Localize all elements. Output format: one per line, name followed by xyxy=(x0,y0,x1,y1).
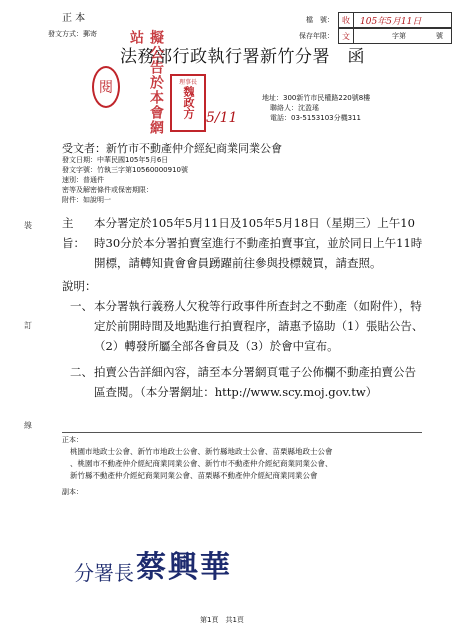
divider xyxy=(62,432,422,433)
read-stamp-text: 閱 xyxy=(99,80,113,96)
director-label: 理事長 xyxy=(178,79,197,86)
attachment: 附件：如說明一 xyxy=(62,196,111,204)
send-number: 發文字號：竹執三字第10560000910號 xyxy=(62,166,188,174)
secrecy: 密等及解密條件或保密期限： xyxy=(62,186,153,194)
page-footer: 第1頁 共1頁 xyxy=(200,616,244,624)
cc-list xyxy=(70,446,430,482)
cc-line: 、桃園市不動產仲介經紀商業同業公會、新竹市不動產仲介經紀商業同業公會、 xyxy=(70,459,333,468)
subject-text: 本分署定於105年5月11日及105年5月18日（星期三）上午10時30分於本分署拍賣室進行不動產拍賣事宜，並於同日上午11時開標，請轉知貴會會員踴躍前往參與投標競買，請查照。 xyxy=(94,216,423,270)
doc-word: 字第 xyxy=(392,32,406,40)
registry-box xyxy=(290,12,452,44)
cc-label: 正本： xyxy=(62,436,83,444)
director-name: 魏政方 xyxy=(182,86,195,119)
signature xyxy=(74,542,232,586)
handwritten-date: 5/11 xyxy=(206,110,238,126)
speed: 速別：普通件 xyxy=(62,176,104,184)
margin-mark-3: 線 xyxy=(24,421,32,430)
explanation-num-2: 二、 xyxy=(70,365,93,379)
read-stamp xyxy=(92,66,120,108)
receive-date: 105年5月11日 xyxy=(360,16,422,27)
sender-contact: 聯絡人：沈盈瑤 xyxy=(270,104,319,112)
director-stamp xyxy=(170,74,206,132)
document-title: 法務部行政執行署新竹分署 函 xyxy=(120,47,365,67)
retention-label: 保存年限： xyxy=(299,32,334,40)
subject-label: 主旨： xyxy=(62,216,85,250)
signature-name: 蔡興華 xyxy=(136,550,232,585)
signature-title: 分署長 xyxy=(74,561,134,585)
recipient: 受文者：新竹市不動產仲介經紀商業同業公會 xyxy=(62,142,282,155)
send-date: 發文日期：中華民國105年5月6日 xyxy=(62,156,169,164)
explanation-text-1: 本分署執行義務人欠稅等行政事件所查封之不動產（如附件），特定於前開時間及地點進行拍賣程序，請惠予協助（1）張貼公告、（2）轉發所屬全部各會員及（3）於會中宣布。 xyxy=(94,299,424,353)
copy-type: 正 本 xyxy=(62,13,86,24)
sender-phone: 電話：03-5153103分機311 xyxy=(270,114,361,122)
send-method: 發文方式：郵寄 xyxy=(48,30,97,38)
explanation-label: 說明： xyxy=(62,279,97,293)
cc-line: 新竹縣不動產仲介經紀商業同業公會、苗栗縣不動產仲介經紀商業同業公會 xyxy=(70,471,318,480)
notice-stamp: 擬公告於本會網站 xyxy=(128,30,164,135)
copy-label: 副本： xyxy=(62,488,83,496)
explanation-num-1: 一、 xyxy=(70,299,93,313)
receive-tag: 收 xyxy=(339,13,354,27)
margin-mark-2: 訂 xyxy=(24,321,32,330)
file-label: 檔 號： xyxy=(306,16,334,24)
explanation-text-2: 拍賣公告詳細內容，請至本分署網頁電子公佈欄不動產拍賣公告區查閱。（本分署網址：http://www.scy.moj.gov.tw） xyxy=(94,365,416,399)
doc-tag: 文 xyxy=(339,29,354,43)
cc-line: 桃園市地政士公會、新竹市地政士公會、新竹縣地政士公會、苗栗縣地政士公會 xyxy=(70,447,333,456)
sender-address: 地址：300新竹市民權路220號8樓 xyxy=(262,94,371,102)
doc-no-suffix: 號 xyxy=(436,32,443,40)
margin-mark-1: 裝 xyxy=(24,221,32,230)
